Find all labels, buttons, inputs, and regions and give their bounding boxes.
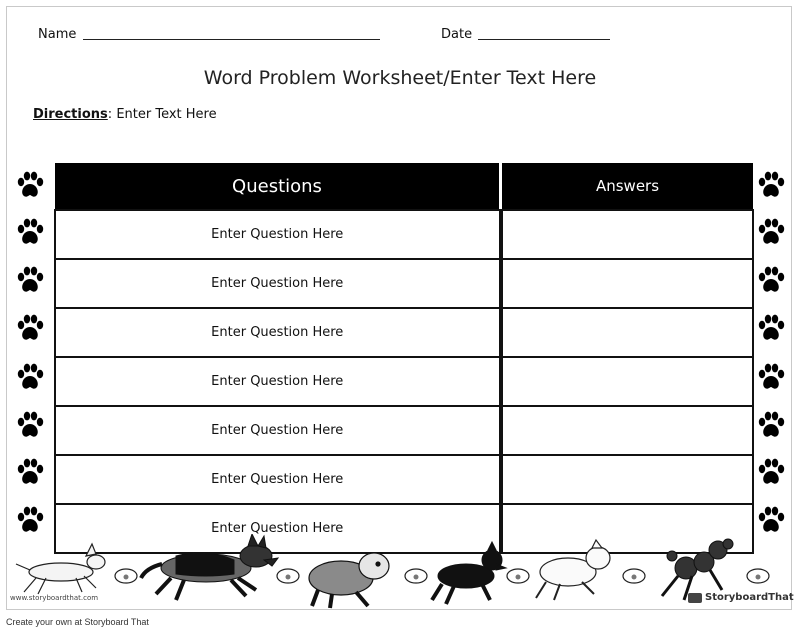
dachshund-icon: [16, 544, 105, 594]
question-cell[interactable]: Enter Question Here: [55, 455, 501, 504]
answer-cell[interactable]: [501, 455, 754, 504]
name-field[interactable]: [83, 39, 380, 40]
paw-print-icon: [757, 171, 785, 201]
paw-print-icon: [757, 411, 785, 441]
dog-bowl-icon: [405, 569, 427, 583]
german-shepherd-icon: [141, 534, 278, 600]
question-cell[interactable]: Enter Question Here: [55, 406, 501, 455]
paw-print-icon: [757, 266, 785, 296]
table-row: [55, 308, 753, 357]
paw-print-icon: [16, 506, 44, 536]
paw-print-icon: [757, 363, 785, 393]
directions-text[interactable]: Enter Text Here: [116, 107, 217, 122]
question-cell[interactable]: Enter Question Here: [55, 308, 501, 357]
question-answer-table: [54, 163, 754, 554]
paw-print-icon: [757, 506, 785, 536]
name-label: Name: [38, 27, 77, 42]
question-cell[interactable]: Enter Question Here: [55, 259, 501, 308]
paw-print-icon: [16, 458, 44, 488]
paw-print-icon: [16, 218, 44, 248]
question-cell[interactable]: Enter Question Here: [55, 210, 501, 259]
table-row: [55, 406, 753, 455]
directions-label: Directions: [33, 107, 108, 122]
question-cell[interactable]: Enter Question Here: [55, 504, 501, 553]
storyboard-icon: [688, 593, 702, 603]
terrier-icon: [536, 540, 610, 600]
dog-bowl-icon: [507, 569, 529, 583]
questions-header: Questions: [55, 163, 501, 210]
paw-print-icon: [757, 458, 785, 488]
dog-footer-strip: [6, 534, 792, 610]
dog-bowl-icon: [277, 569, 299, 583]
schnauzer-icon: [432, 542, 506, 604]
answer-cell[interactable]: [501, 406, 754, 455]
question-cell[interactable]: Enter Question Here: [55, 357, 501, 406]
answers-header: Answers: [501, 163, 754, 210]
paw-print-icon: [16, 266, 44, 296]
paw-print-icon: [16, 411, 44, 441]
directions-separator: :: [107, 107, 113, 122]
worksheet-page: [6, 6, 792, 610]
answer-cell[interactable]: [501, 210, 754, 259]
bulldog-icon: [309, 553, 389, 608]
table-row: [55, 357, 753, 406]
storyboardthat-logo[interactable]: [688, 592, 794, 603]
dog-bowl-icon: [115, 569, 137, 583]
table-row: [55, 455, 753, 504]
poodle-icon: [662, 539, 733, 600]
dog-bowl-icon: [747, 569, 769, 583]
brand-name: StoryboardThat: [705, 592, 794, 603]
directions: [33, 107, 217, 122]
answer-cell[interactable]: [501, 357, 754, 406]
paw-print-icon: [757, 218, 785, 248]
date-label: Date: [441, 27, 473, 42]
answer-cell[interactable]: [501, 308, 754, 357]
worksheet-title[interactable]: Word Problem Worksheet/Enter Text Here: [203, 67, 597, 89]
paw-print-icon: [757, 314, 785, 344]
dog-bowl-icon: [623, 569, 645, 583]
date-field[interactable]: [478, 39, 610, 40]
site-url[interactable]: www.storyboardthat.com: [10, 594, 99, 602]
table-row: [55, 259, 753, 308]
answer-cell[interactable]: [501, 259, 754, 308]
create-your-own-link[interactable]: Create your own at Storyboard That: [6, 617, 149, 627]
paw-print-icon: [16, 363, 44, 393]
paw-print-icon: [16, 314, 44, 344]
paw-print-icon: [16, 171, 44, 201]
table-row: [55, 210, 753, 259]
